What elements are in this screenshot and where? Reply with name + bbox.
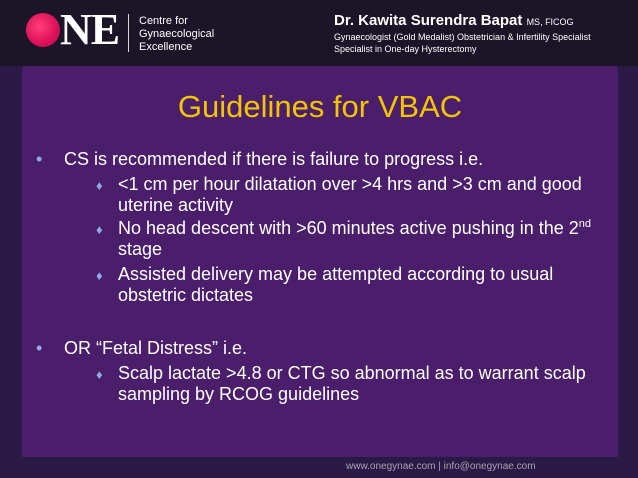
- bullet-text: CS is recommended if there is failure to progress i.e.: [64, 149, 484, 169]
- sub-item-head-descent: [94, 218, 612, 260]
- centre-line-1: Centre for: [139, 15, 188, 27]
- slide-panel: [22, 66, 618, 457]
- diamond-bullet-icon: ♦: [96, 178, 103, 193]
- centre-line-2: Gynaecological: [139, 28, 215, 40]
- logo-divider: [128, 14, 129, 52]
- bullet-text: OR “Fetal Distress” i.e.: [64, 338, 248, 358]
- slide-title: Guidelines for VBAC: [177, 89, 463, 124]
- diamond-bullet-icon: ♦: [96, 367, 103, 382]
- sub-item-text: Scalp lactate >4.8 or CTG so abnormal as to warrant scalp sampling by RCOG guidelines: [118, 363, 586, 404]
- bullet-dot-icon: •: [36, 149, 43, 169]
- logo-o-icon: [26, 13, 60, 47]
- logo-text: NE: [60, 5, 120, 54]
- header-bar: [0, 0, 638, 66]
- ordinal-suffix: nd: [578, 218, 592, 230]
- doctor-info: [334, 12, 634, 55]
- bullet-failure-to-progress: [36, 148, 483, 170]
- bullet-fetal-distress: [36, 337, 247, 359]
- sub-item-assisted-delivery: [94, 264, 612, 306]
- sub-item-scalp-lactate: [94, 363, 612, 405]
- sub-item-text: <1 cm per hour dilatation over >4 hrs and >3 cm and good uterine activity: [118, 174, 582, 215]
- sub-item-text: Assisted delivery may be attempted according to usual obstetric dictates: [118, 264, 554, 305]
- sub-item-dilatation: [94, 174, 612, 216]
- centre-line-3: Excellence: [139, 41, 193, 53]
- centre-name: [139, 15, 214, 54]
- doctor-name: Dr. Kawita Surendra Bapat: [334, 12, 523, 29]
- sub-item-text-end: stage: [118, 239, 163, 259]
- bullet-dot-icon: •: [36, 338, 43, 358]
- doctor-qualifications: MS, FICOG: [526, 17, 574, 27]
- doctor-speciality: Gynaecologist (Gold Medalist) Obstetrician & Infertility Specialist: [334, 32, 591, 42]
- diamond-bullet-icon: ♦: [96, 222, 103, 237]
- doctor-specialist: Specialist in One-day Hysterectomy: [334, 44, 477, 54]
- footer-contact: www.onegynae.com | info@onegynae.com: [346, 461, 536, 472]
- doctor-name-line: [334, 12, 634, 31]
- sub-item-text: No head descent with >60 minutes active pushing in the 2: [118, 218, 579, 238]
- diamond-bullet-icon: ♦: [96, 268, 103, 283]
